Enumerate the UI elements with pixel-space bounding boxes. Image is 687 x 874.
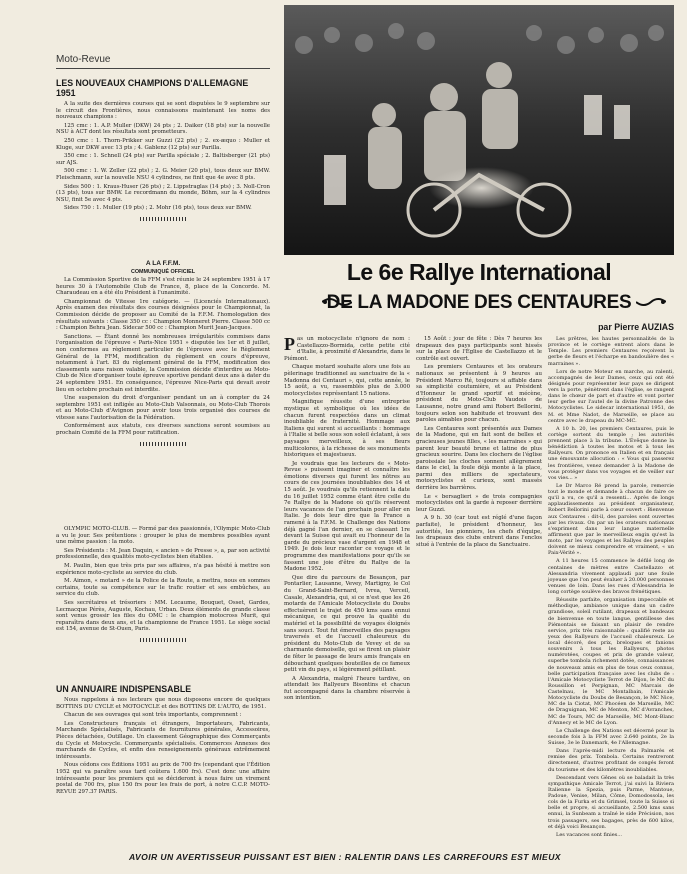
olympic-paragraph: Ses secrétaires et trésoriers : MM. Lecaume, Bouquet, Osset, Gardes, Lecmacque Pérès, Auguste, Kochau, Urban. Deux éléments de grande classe sont venus grossir les files du OMC : le champion motocross Murit, qui reparaîtra dans deux ans, et la championne de France 1951. Le siège social est 154, avenue de St-Ouen, Paris.: [56, 599, 270, 633]
champions-line: Sides 750 : 1. Muller (19 pts) ; 2. Mohr (16 pts), tous deux sur BMW.: [64, 205, 252, 212]
article-paragraph: Le Challenge des Nations est décerné pour la seconde fois à la FFM avec 2.640 points, 2e la Suisse, 3e le Danemark, 4e l'Allemagne.: [548, 727, 674, 746]
article-paragraph: Le « bersaglieri » de trois compagnies motocyclistes ont la garde à reposer derrière leur Guzzi.: [416, 493, 542, 513]
article-paragraph: Les Centaures sont présentés aux Dames de la Madone, qui en fait sont de belles et gracieuses jeunes filles, « les marraines » qui parent leur beauté brune et latine de plus gracieux sourire. Dans les clochers de l'église paroissiale les cloches sonnent allègrement dans le ciel, la foule déjà monte à la place, parmi des milliers de spectateurs, motocyclistes et curieux, sont massés derrière les barrières.: [416, 425, 542, 492]
champions-title: LES NOUVEAUX CHAMPIONS D'ALLEMAGNE 1951: [56, 78, 249, 98]
article-column-3: [548, 336, 674, 840]
article-paragraph: Descendant vers Gênes où se baladait la très sympathique Amicale Terrot, j'ai suivi la Riviera Italienne la Spezia, puis Parme, Mantoue, Padoue, Venise, Milan, Côme, Domodossola, les cols de la Furka et du Grimsel, toute la Suisse si belle et propre, si accueillante, 2.500 kms sans ennui, la Sunbeam a traîné le side Précision, nos trois passagers, ses bagages, près de 600 kilos, et déjà voici Besançon.: [548, 774, 674, 830]
article-paragraph: Dans l'après-midi lecture du Palmarès et remise des prix. Tombola. Certains rentreront directement, d'autres profitant de congés feront du tourisme et des kilomètres inoubliables.: [548, 748, 674, 773]
header-rule: [56, 68, 270, 69]
article-paragraph: Chaque motard souhaite alors une fois au pèlerinage traditionnel au sanctuaire de la « Madonna dei Centauri », qui, cette année, le 15 août, a vu, rassemblés plus de 3.000 motocyclistes représentant 15 nations.: [284, 364, 410, 397]
article-paragraph: A 10 h. 20, les premiers Centaures, puis le cortège sortent du temple ; les autorités prennent place à la tribune. L'Évêque donne la bénédiction à toutes les motos et à tous les Rallyeurs. On prononce en Italien et en français une émouvante allocution : « Vous qui passerez les frontières, venez demander à la Madone de vous protéger dans vos voyages et de veiller sur vos vies... »: [548, 425, 674, 481]
article-byline: par Pierre AUZIAS: [598, 322, 674, 332]
olympic-paragraph: M. Paulin, bien que très pris par ses affaires, n'a pas hésité à mettre son expérience moto-cycliste au service du club.: [56, 562, 270, 576]
article-paragraph: Que dire du parcours de Besançon, par Pontarlier, Lausanne, Vevey, Martigny, le Col du Grand-Saint-Bernard, Ivrea, Verceil, Casale, Alexandria, qui, si ce n'est que les 26 motards de l'Amicale Motocycliste du Doubs effectuèrent le trajet de 450 kms sans ennui mécanique, ce qui prouve la qualité du matériel et la possibilité de voyages éloignés sans souci. Tout fut émerveilles des paysages traversés et de l'accueil chaleureux du président du Moto-Club de Vevey et de sa charmante demoiselle, qui se firent un plaisir de fêter le passage de leurs amis français en débouchant quelques bouteilles de ce fameux petit vin du pays, si légèrement pétillant.: [284, 574, 410, 674]
article-title: Le 6e Rallye International: [346, 259, 612, 285]
champions-line: 350 cmc : 1. Schnell (24 pts) sur Parilla spéciale ; 2. Baltisberger (21 pts) sur AJS.: [56, 153, 270, 166]
champions-section: [56, 76, 270, 226]
article-paragraph: Le Dr Marco Ré prend la parole, remercie tout le monde et demande à chacun de faire ce qu'il a vu, ce qu'il a ressenti... Après de longs applaudissements au président organisateur, Robert Bellorini parle à cœur ouvert : Bienvenue aux Centaures : dit-il, des paroles sont ouvertes par les rivaux. On par un les orateurs nationaux s'expriment dans leur langue maternelle affirment que par le merveilleux engin qu'est la moto, par les voyages et les Rallyes des peuples doivent se mieux comprendre et vraiment, « un Paix-Vérité ».: [548, 482, 674, 557]
article-paragraph: A Alexandria, malgré l'heure tardive, on attendait les Rallyeurs Bisontins et chacun fut accompagné dans la chambre réservée à son intention.: [284, 675, 410, 702]
olympic-paragraph: Ses Présidents : M. Jean Daquin, « ancien » de Presse », a, par son activité professionnelle, des qualités moto-cyclistes bien établies.: [56, 547, 270, 561]
article-paragraph: Réussite parfaite, organisation impeccable et méthodique, ambiance unique dans un cadre grandiose, soleil rutilant, drapeaux et bandeaux de bienvenue en toute langue, gentillesse des Piémontais se faisant un plaisir de rendre service, prix très raisonnable : qualifié reste au yeux des Rallyeurs de l'accueil chaleureux. Le local décoré, des prix, breloques et fanions souvenirs à tous les Rallyeurs, photos numérotées, coupes et prix de grande valeur, superbe tombola richement dotée, connaissances de nouveaux amis en plus de tous ceux connus, belle participation française avec les clubs de : l'Amicale Motocycliste Terrot de Dijon, le MC du Roussillon et Perpignan, MC Marcais de Castelnau, le MC Montalbain, l'Amicale Motocycliste du Doubs de Besançon, le MC Nice, MC de la Ciotat, MC Phocéen de Marseille, MC de Draguignan, MC de Menton, MC d'Avranches, MC de Tours, MC de Marseille, MC Mont-Blanc d'Annecy et le MC de Lyon.: [548, 597, 674, 726]
article-paragraph: Lors de notre Moteur en marche, au ralenti, accompagnés de leur Dames, ceux qui ont été désignés pour représenter leur pays se dirigent vers la porte, pénètrent dans l'église, se rangent dans le chœur de part et d'autre et vont porter leur gerbe sur l'autel de la divine Patronne des Motocyclistes. Le sidecar international 1951, de M. et Mme Nadot, de Marseille, se place au centre avec le drapeau du MC-MC.: [548, 368, 674, 424]
ffm-section: [56, 257, 270, 451]
article-column-2: [416, 336, 542, 550]
magazine-header: Moto-Revue: [56, 54, 111, 65]
ffm-paragraph: Une suspension du droit d'organiser pendant un an à compter du 24 septembre 1951 est infligée au Moto-Club Valsonnais, ou Moto-Club Thorois et au Moto-Club d'Avignon pour avoir tous trois organisé des courses de vitesse sans l'autorisation de la Fédération.: [56, 395, 270, 421]
article-paragraph: Les vacances sont finies...: [556, 831, 622, 838]
ffm-paragraph: Conformément aux statuts, ces diverses sanctions seront soumises au prochain Comité de la FFM pour ratification.: [56, 423, 270, 437]
page-footer-slogan: AVOIR UN AVERTISSEUR PUISSANT EST BIEN : RALENTIR DANS LES CARREFOURS EST MIEUX: [129, 852, 561, 862]
annuaire-paragraph: Les Constructeurs français et étrangers, Importateurs, Fabricants, Marchands Spécialisés, Fabricants de fournitures générales, Accessoires, Pièces détachées, Outillage. Un classement Géographique des Commerçants du Cycle et Motocycle. Commerçants spécialisés. Commerces Annexes des marchands de Cycles, et enfin des renseignements généraux extrêmement intéressants.: [56, 720, 270, 760]
section-divider: [140, 638, 186, 642]
rally-photo: [284, 5, 674, 255]
ffm-paragraph: Sanctions. — Étant donné les nombreuses irrégularités commises dans l'organisation de l'épreuve « Paris-Nice 1951 » disputée les 1er et 8 juillet, non conformes au règlement particulier de l'épreuve avec le Règlement Général de la FFM, modification du règlement en cours d'épreuve, notamment à l'art. 83 du règlement général de la FFM, modification des classements sans raison valable, la Commission décide d'interdire au Moto-Club de Nice d'organiser toute épreuve sportive pendant deux ans à dater du 24 septembre 1951. En conséquence, l'épreuve Nice-Paris qui devait avoir lieu en octobre prochain est interdite.: [56, 333, 270, 393]
ffm-title: A LA F.F.M.: [145, 260, 181, 267]
drop-cap: P: [284, 334, 295, 354]
article-paragraph: A 9 h. 30 (car tout est réglé d'une façon parfaite), le président d'honneur, les autorités, les pionniers, les chefs d'équipe, les drapeaux des clubs entrent dans l'enclos situé à l'entrée de la place du Sanctuaire.: [416, 515, 542, 548]
article-column-1: [284, 336, 410, 704]
article-subtitle-wrap: [284, 287, 674, 319]
article-paragraph: Magnifique réussite d'une entreprise mystique et symbolique où les idées de chacun furent respectées dans un climat inoubliable de fraternité. Hommage aux Italiens qui surent si accueillants : hommage à l'Italie si belle sous son soleil éclatant, à ses paysages merveilleux, à ses fleurs multicolores, à la richesse de ses monuments historiques et majestueux.: [284, 399, 410, 459]
champions-line: 500 cmc : 1. W. Zeller (22 pts) ; 2. G. Meier (20 pts), tous deux sur BMW. Fleischmann, sur la nouvelle NSU 4 cylindres, ne finit que 4e avec 8 pts.: [56, 168, 270, 181]
crowd-photo-illustration: [284, 5, 674, 255]
article-paragraph: A 11 heures 15 commence le défilé long de centaines de mètres entre Castellazzo et Alessandria vivement applaudi par une foule joyeuse que l'on peut évaluer à 20.000 personnes venues de loin. Dans les rues d'Alessandria le long cortège soulève des bravos frénétiques.: [548, 558, 674, 595]
article-paragraph: [284, 336, 410, 362]
section-divider: [140, 217, 186, 221]
annuaire-section: [56, 682, 270, 797]
section-divider: [140, 442, 186, 446]
champions-line: Sides 500 : 1. Kraus-Huser (26 pts) ; 2. Lippstraglas (14 pts) ; 3. Noll-Cron (13 pts), tous sur BMW. Le recordmann du monde, Böhm, sur la 4 cylindres NSU, finit 5e avec 4 pts.: [56, 183, 270, 203]
annuaire-paragraph: Nous cédons ces Éditions 1951 au prix de 700 frs (cependant que l'Édition 1952 qui va paraître sous tard coûtera 1.600 frs). C'est donc une affaire intéressante pour les premiers qui se décideront à nous faire un virement postal de 700 frs, plus 150 frs pour les frais de port, à notre C.C.P. MOTO-REVUE 297.37 PARIS.: [56, 762, 270, 795]
article-paragraph: 15 Août : jour de fête : Dès 7 heures les drapeaux des pays participants sont hissés sur la place de l'Église de Castellazzo et le contrôle est ouvert.: [416, 336, 542, 362]
annuaire-title: UN ANNUAIRE INDISPENSABLE: [56, 684, 192, 694]
olympic-paragraph: M. Aimon, « motard » de la Police de la Route, a mettra, nous en sommes certains, toute sa compétence sur le trafic routier et ses embûches, au service du club.: [56, 578, 270, 598]
olympic-section: [56, 526, 270, 647]
annuaire-paragraph: Nous rappelons à nos lecteurs que nous disposons encore de quelques BOTTINS DU CYCLE et MOTOCYCLE et des BOTTINS DE L'AUTO, de 1951.: [56, 697, 270, 710]
ffm-paragraph: La Commission Sportive de la FFM s'est réunie le 24 septembre 1951 à 17 heures 30 à l'Automobile Club de France, 8, place de la Concorde. M. Charaudeau en a été élu Président à l'unanimité.: [56, 277, 270, 297]
ffm-subtitle: COMMUNIQUÉ OFFICIEL: [130, 269, 196, 275]
ffm-paragraph: Championnat de Vitesse 1re catégorie. — (Licenciés Internationaux). Après examen des résultats des courses désignées pour le Championnat, la Commission décide de proposer au Comité de la F.F.M. l'homologation des résultats suivants : Classe 350 cc : Champion Monneret Pierre. Classe 500 cc : Champion Behra Jean. Sidecar 500 cc : Champion Murit Jean-Jacques.: [56, 298, 270, 332]
article-lead: as un motocycliste n'ignore de nom : Castellazzo-Bormida, cette petite cité d'Italie, à proximité d'Alexandrie, dans le Piémont.: [284, 336, 410, 362]
champions-intro: A la suite des dernières courses qui se sont disputées le 9 septembre sur le circuit des Frontières, nous connaissons maintenant les noms des nouveaux champions :: [56, 101, 270, 121]
annuaire-paragraph: Chacun de ses ouvrages qui sont très importants, comprennent :: [64, 712, 242, 719]
champions-line: 250 cmc : 1. Thorn-Prikker sur Guzzi (22 pts) ; 2. ex-æquo : Muller et Kluge, sur DKW avec 13 pts ; 4. Gablenz (12 pts) sur Parilla.: [56, 137, 270, 151]
olympic-paragraph: OLYMPIC MOTO-CLUB. — Formé par des passionnés, l'Olympic Moto-Club a vu le jour. Ses prétentions : grouper le plus de membres possibles ayant une même passion : la moto.: [56, 526, 270, 546]
champions-line: 125 cmc : 1. A.P. Muller (DKW) 24 pts ; 2. Daiker (18 pts) sur la nouvelle NSU à ACT dont les résultats sont prometteurs.: [56, 122, 270, 136]
article-paragraph: Les prêtres, les hautes personnalités de la province et le cortège entrent alors dans le Temple. Les premiers Centaures reçoivent la gerbe de fleurs et l'écharpe en bandoulière des « marraines ».: [548, 336, 674, 367]
article-paragraph: Je voudrais que les lecteurs de « Moto-Revue » puissent imaginer et connaître les émotions diverses qui furent les nôtres au cours de ces journées inoubliables des 14 et 15 août. Je voudrais qu'ils retiennent la date du 16 juillet 1952 comme étant être celle du 7e Rallye de la Madone où qu'ils réservent leurs vacances de l'an prochain pour aller en Italie. Je dois leur dire que la France a ramené à la F.F.M. le Challenge des Nations déjà gagné l'an dernier, en se classant 1re devant la Suisse qui avait eu l'honneur de la garde du précieux vase d'argent en 1948 et 1949. Je dois leur raconter ce voyage et le programme des manifestations pour qu'ils se fassent une joie d'être du Rallye de la Madone 1952.: [284, 460, 410, 573]
right-flourish-icon: [636, 296, 666, 308]
article-subtitle: DE LA MADONE DES CENTAURES: [326, 292, 632, 313]
article-paragraph: Les premiers Centaures et les orateurs nationaux se présentent à 9 heures au Président Marco Ré, toujours si affable dans sa simplicité coutumière, et au Président d'Honneur le grand sportif et mécène, président du Moto-Club Vaudois de Lausanne, notre grand ami Robert Bellorini, toujours selon son habitude et trouvant des paroles aimables pour chacun.: [416, 364, 542, 424]
